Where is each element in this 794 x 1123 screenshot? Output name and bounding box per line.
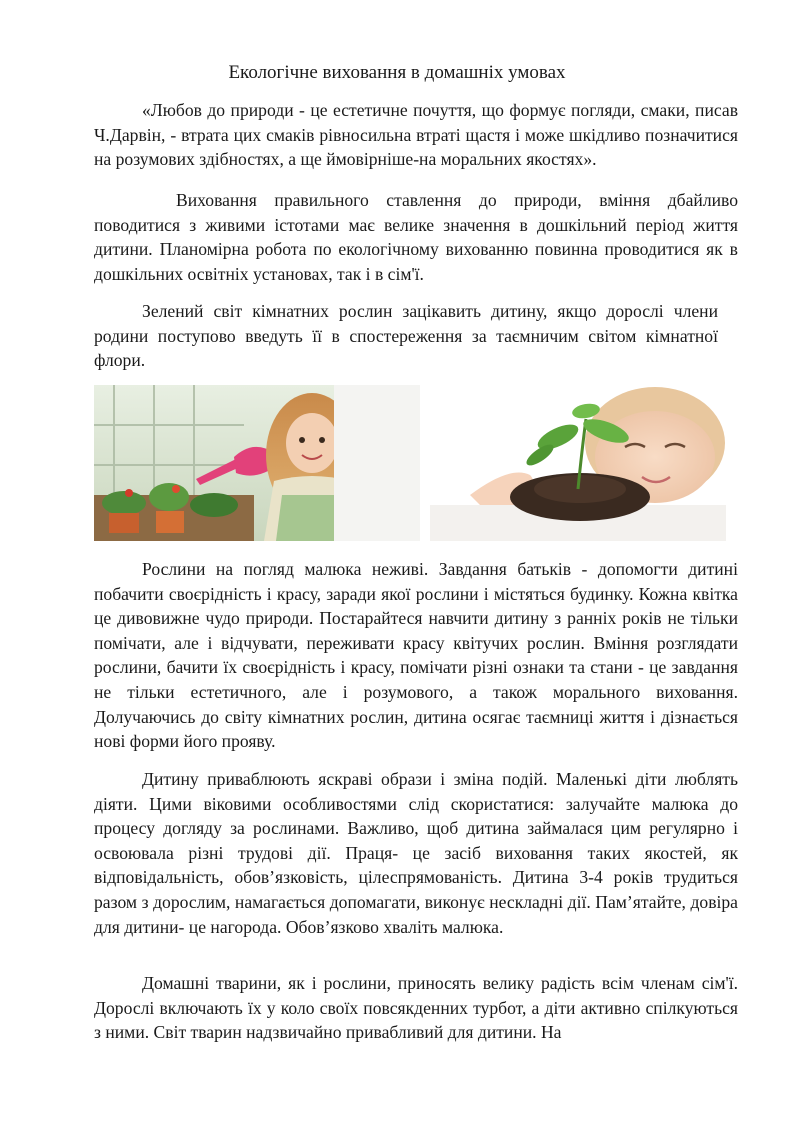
paragraph-plants-beauty: Рослини на погляд малюка неживі. Завдання батьків - допомогти дитині побачити своєрідність і красу, заради якої рослини і містяться будинку. Кожна квітка це дивовижне чудо природи. Постарайтеся навчити дитину з ранніх років не тільки помічати, але і відчувати, переживати красу квітучих рослин. Вміння розглядати рослини, бачити їх своєрідність і красу, помічати різні ознаки та стани - це завдання не тільки естетичного, але і розумового, а також морального виховання. Долучаючись до світу кімнатних рослин, дитина осягає таємниці життя і дізнається нові форми його прояву. bbox=[94, 559, 738, 752]
photo-child-with-seedling bbox=[430, 385, 726, 541]
paragraph-child-activity: Дитину приваблюють яскраві образи і зміна подій. Маленькі діти люблять діяти. Цими віковими особливостями слід скористатися: залучайте малюка до процесу догляду за рослинами. Важливо, щоб дитина займалася цим регулярно і освоювала різні трудові дії. Праця- це засіб виховання таких якостей, як відповідальність, обов’язковість, цілеспрямованість. Дитина 3-4 років трудиться разом з дорослим, намагається допомагати, виконує нескладні дії. Пам’ятайте, довіра для дитини- це нагорода. Обов’язково хваліть малюка. bbox=[94, 769, 738, 937]
paragraph-darwin-quote: «Любов до природи - це естетичне почуття, що формує погляди, смаки, писав Ч.Дарвін, - втрата цих смаків рівносильна втраті щастя і може шкідливо позначитися на розумових здібностях, а ще ймовірніше-на моральних якостях». bbox=[94, 100, 738, 170]
page-title: Екологічне виховання в домашніх умовах bbox=[228, 62, 566, 83]
paragraph-pets: Домашні тварини, як і рослини, приносять велику радість всім членам сім'ї. Дорослі включають їх у коло своїх повсякденних турбот, а діти активно спілкуються з ними. Світ тварин надзвичайно привабливий для дитини. На bbox=[94, 973, 738, 1043]
photo-girl-watering-plants bbox=[94, 385, 420, 541]
paragraph-houseplants: Зелений світ кімнатних рослин зацікавить дитину, якщо дорослі члени родини поступово введуть її в спостереження за таємничим світом кімнатної флори. bbox=[94, 301, 718, 371]
paragraph-upbringing: Виховання правильного ставлення до природи, вміння дбайливо поводитися з живими істотами має велике значення в дошкільний період життя дитини. Планомірна робота по екологічному вихованню повинна проводитися як в дошкільних освітніх установах, так і в сім'ї. bbox=[94, 190, 738, 284]
